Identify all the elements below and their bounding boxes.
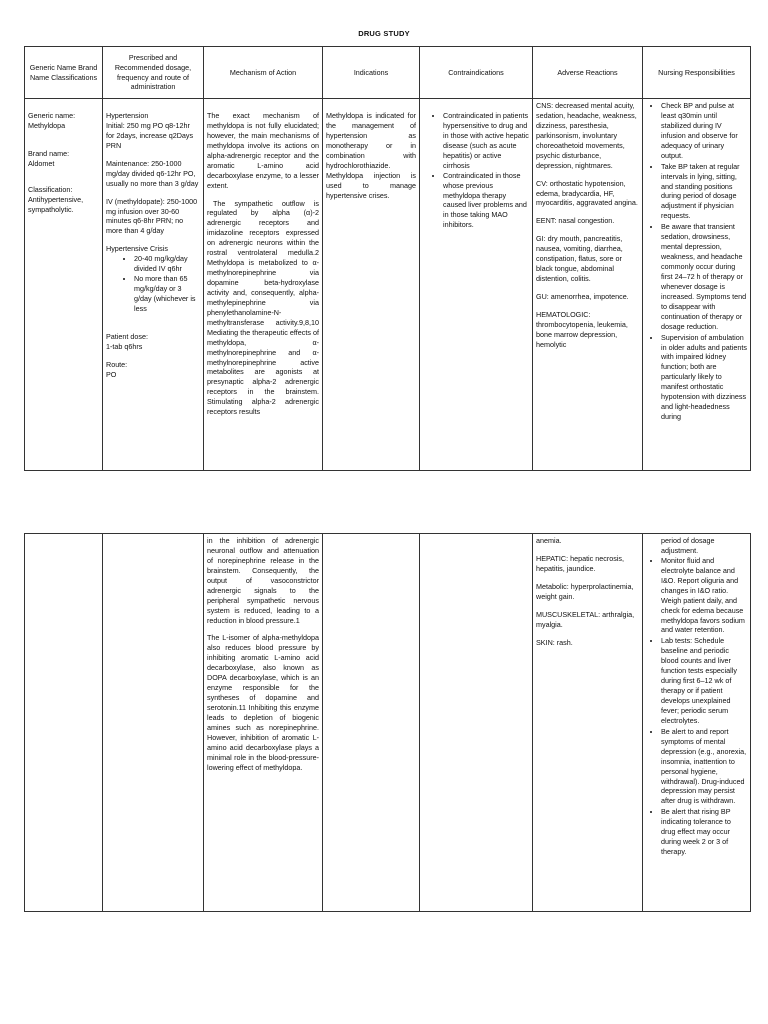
indications-cell-continued bbox=[323, 534, 420, 912]
indications-text: Methyldopa is indicated for the management of hypertension as monotherapy or in combination with hydrochlorothiazide. Methyldopa injection is used to manage hypertensive crises. bbox=[326, 111, 416, 200]
dosage-cell-continued bbox=[103, 534, 204, 912]
patient-dose-label: Patient dose: bbox=[106, 331, 148, 341]
crisis-title: Hypertensive Crisis bbox=[106, 244, 168, 254]
header-nursing: Nursing Responsibilities bbox=[643, 47, 751, 99]
patient-dose-value: 1-tab q6hrs bbox=[106, 341, 143, 351]
generic-value: Methyldopa bbox=[28, 120, 66, 130]
hypertension-title: Hypertension bbox=[106, 111, 149, 120]
adverse-skin: SKIN: rash. bbox=[536, 637, 573, 647]
mechanism-cell bbox=[204, 99, 323, 471]
header-generic: Generic Name Brand Name Classifications bbox=[25, 47, 103, 99]
route-label: Route: bbox=[106, 359, 128, 369]
route-value: PO bbox=[106, 369, 117, 379]
generic-cell-continued bbox=[25, 534, 103, 912]
adverse-cv: CV: orthostatic hypotension, edema, bradycardia, HF, myocarditis, aggravated angina. bbox=[536, 178, 638, 208]
list-item: • 20-40 mg/kg/day divided IV q6hr bbox=[134, 254, 200, 274]
adverse-cell bbox=[533, 99, 643, 471]
mechanism-cell-continued bbox=[204, 534, 323, 912]
page-title: DRUG STUDY bbox=[358, 29, 410, 38]
table-row bbox=[25, 534, 751, 912]
brand-label: Brand name: bbox=[28, 148, 70, 158]
adverse-cns: CNS: decreased mental acuity, sedation, headache, weakness, dizziness, paresthesia, parkinsonism, involuntary choreoathetoid movements, psychic disturbance, depression, nightmares. bbox=[536, 101, 637, 170]
list-item: • Lab tests: Schedule baseline and periodic blood counts and liver function tests especially during first 6–12 wk of therapy or if patient develops unexplained fever; periodic serum electrolytes. bbox=[661, 636, 747, 725]
list-item: • Check BP and pulse at least q30min until stabilized during IV infusion and observe for adequacy of urinary output. bbox=[661, 101, 747, 161]
mechanism-paragraph-2: The sympathetic outflow is regulated by alpha (α)-2 adrenergic receptors and imidazoline receptors expressed on adrenergic neurons within the rostral ventrolateral medulla.2 Methyldopa is metabolized to α-methylnorepinephrine via dopamine beta-hydroxylase activity and, consequently, alpha-methylepinephrine via phenylethanolamine-N-methyltransferase activity.9,8,10 Mediating the therapeutic effects of methyldopa, α-methylnorepinephrine and α-methylnorepinephrine active metabolites are agonists at presynaptic alpha-2 adrenergic receptors in the brainstem. Stimulating alpha-2 adrenergic receptors results bbox=[207, 198, 319, 417]
list-item: • Be alert to and report symptoms of mental depression (e.g., anorexia, insomnia, inattention to personal hygiene, withdrawal). Drug-induced depression may persist after drug is withdrawn. bbox=[661, 727, 747, 807]
header-dosage: Prescribed and Recommended dosage, frequency and route of administration bbox=[103, 47, 204, 99]
list-item: • Take BP taken at regular intervals in lying, sitting, and standing positions during period of dosage adjustment if physician requests. bbox=[661, 162, 747, 222]
adverse-hepatic: HEPATIC: hepatic necrosis, hepatitis, jaundice. bbox=[536, 553, 625, 573]
drug-study-table-page-1 bbox=[24, 46, 751, 471]
header-indications: Indications bbox=[323, 47, 420, 99]
mechanism-paragraph-1: The exact mechanism of methyldopa is not fully elucidated; however, the main mechanisms of methyldopa involve its actions on alpha-adrenergic receptor and the aromatic L-amino acid decarboxylase enzyme, to a lesser extent. bbox=[207, 111, 319, 190]
list-item: • Monitor fluid and electrolyte balance and I&O. Report oliguria and changes in I&O ratio. Weigh patient daily, and check for edema because methyldopa favors sodium and water retention. bbox=[661, 556, 747, 636]
maintenance-dose: Maintenance: 250-1000 mg/day divided q6-12hr PO, usually no more than 3 g/day bbox=[106, 158, 199, 188]
mechanism-paragraph-3: in the inhibition of adrenergic neuronal outflow and attenuation of norepinephrine release in the brainstem. Consequently, the output of vasoconstrictor adrenergic signals to the peripheral sympathetic nervous system is reduced, leading to a reduction in blood pressure.1 bbox=[207, 536, 319, 625]
header-mechanism: Mechanism of Action bbox=[204, 47, 323, 99]
generic-label: Generic name: bbox=[28, 111, 76, 120]
list-item: • Be aware that transient sedation, drowsiness, mental depression, weakness, and headache commonly occur during first 24–72 h of therapy or whenever dosage is increased. Symptoms tend to disappear with continuation of therapy or dosage reduction. bbox=[661, 222, 747, 331]
adverse-cell-continued bbox=[533, 534, 643, 912]
header-row bbox=[25, 47, 751, 99]
header-adverse: Adverse Reactions bbox=[533, 47, 643, 99]
list-item: • Supervision of ambulation in older adults and patients with impaired kidney function; both are particularly likely to manifest orthostatic hypotension with dizziness and light-headedness during bbox=[661, 333, 747, 422]
adverse-hematologic-continued: anemia. bbox=[536, 536, 562, 545]
adverse-eent: EENT: nasal congestion. bbox=[536, 216, 615, 226]
classification-value: Antihypertensive, sympatholytic. bbox=[28, 194, 84, 214]
initial-dose: Initial: 250 mg PO q8-12hr for 2days, increase q2Days PRN bbox=[106, 120, 194, 150]
drug-study-table-page-2 bbox=[24, 533, 751, 912]
list-item: • Contraindicated in those whose previous methyldopa therapy caused liver problems and in those taking MAO inhibitors. bbox=[443, 171, 529, 231]
nursing-continued-text: period of dosage adjustment. bbox=[661, 536, 715, 555]
mechanism-paragraph-4: The L-isomer of alpha-methyldopa also reduces blood pressure by inhibiting aromatic L-amino acid decarboxylase, also known as DOPA decarboxylase, which is an enzyme responsible for the syntheses of dopamine and serotonin.11 Inhibiting this enzyme leads to depletion of biogenic amines such as norepinephrine. However, inhibition of aromatic L-amino acid decarboxylase plays a minimal role in the blood-pressure-lowering effect of methyldopa. bbox=[207, 633, 319, 772]
adverse-metabolic: Metabolic: hyperprolactinemia, weight gain. bbox=[536, 581, 634, 601]
nursing-cell-continued bbox=[643, 534, 751, 912]
list-item: • Be alert that rising BP indicating tolerance to drug effect may occur during week 2 or 3 of therapy. bbox=[661, 807, 747, 857]
adverse-hematologic: HEMATOLOGIC: thrombocytopenia, leukemia, bone marrow depression, hemolytic bbox=[536, 309, 628, 349]
header-contraindications: Contraindications bbox=[420, 47, 533, 99]
classification-label: Classification: bbox=[28, 184, 73, 194]
brand-value: Aldomet bbox=[28, 158, 55, 168]
contraindications-cell-continued bbox=[420, 534, 533, 912]
nursing-cell bbox=[643, 99, 751, 471]
adverse-musculoskeletal: MUSCUSKELETAL: arthralgia, myalgia. bbox=[536, 609, 635, 629]
adverse-gu: GU: amenorrhea, impotence. bbox=[536, 292, 629, 301]
adverse-gi: GI: dry mouth, pancreatitis, nausea, vomiting, diarrhea, constipation, flatus, sore or black tongue, abdominal distention, colitis. bbox=[536, 234, 623, 284]
dosage-cell bbox=[103, 99, 204, 471]
iv-dose: IV (methyldopate): 250-1000 mg infusion over 30-60 minutes q6-8hr PRN; no more than 4 g/day bbox=[106, 196, 198, 236]
list-item: • No more than 65 mg/kg/day or 3 g/day (whichever is less bbox=[134, 274, 200, 314]
indications-cell bbox=[323, 99, 420, 471]
contraindications-cell bbox=[420, 99, 533, 471]
table-row bbox=[25, 99, 751, 471]
generic-cell bbox=[25, 99, 103, 471]
list-item: • Contraindicated in patients hypersensitive to drug and in those with active hepatic disease (such as acute hepatitis) or active cirrhosis bbox=[443, 111, 529, 171]
